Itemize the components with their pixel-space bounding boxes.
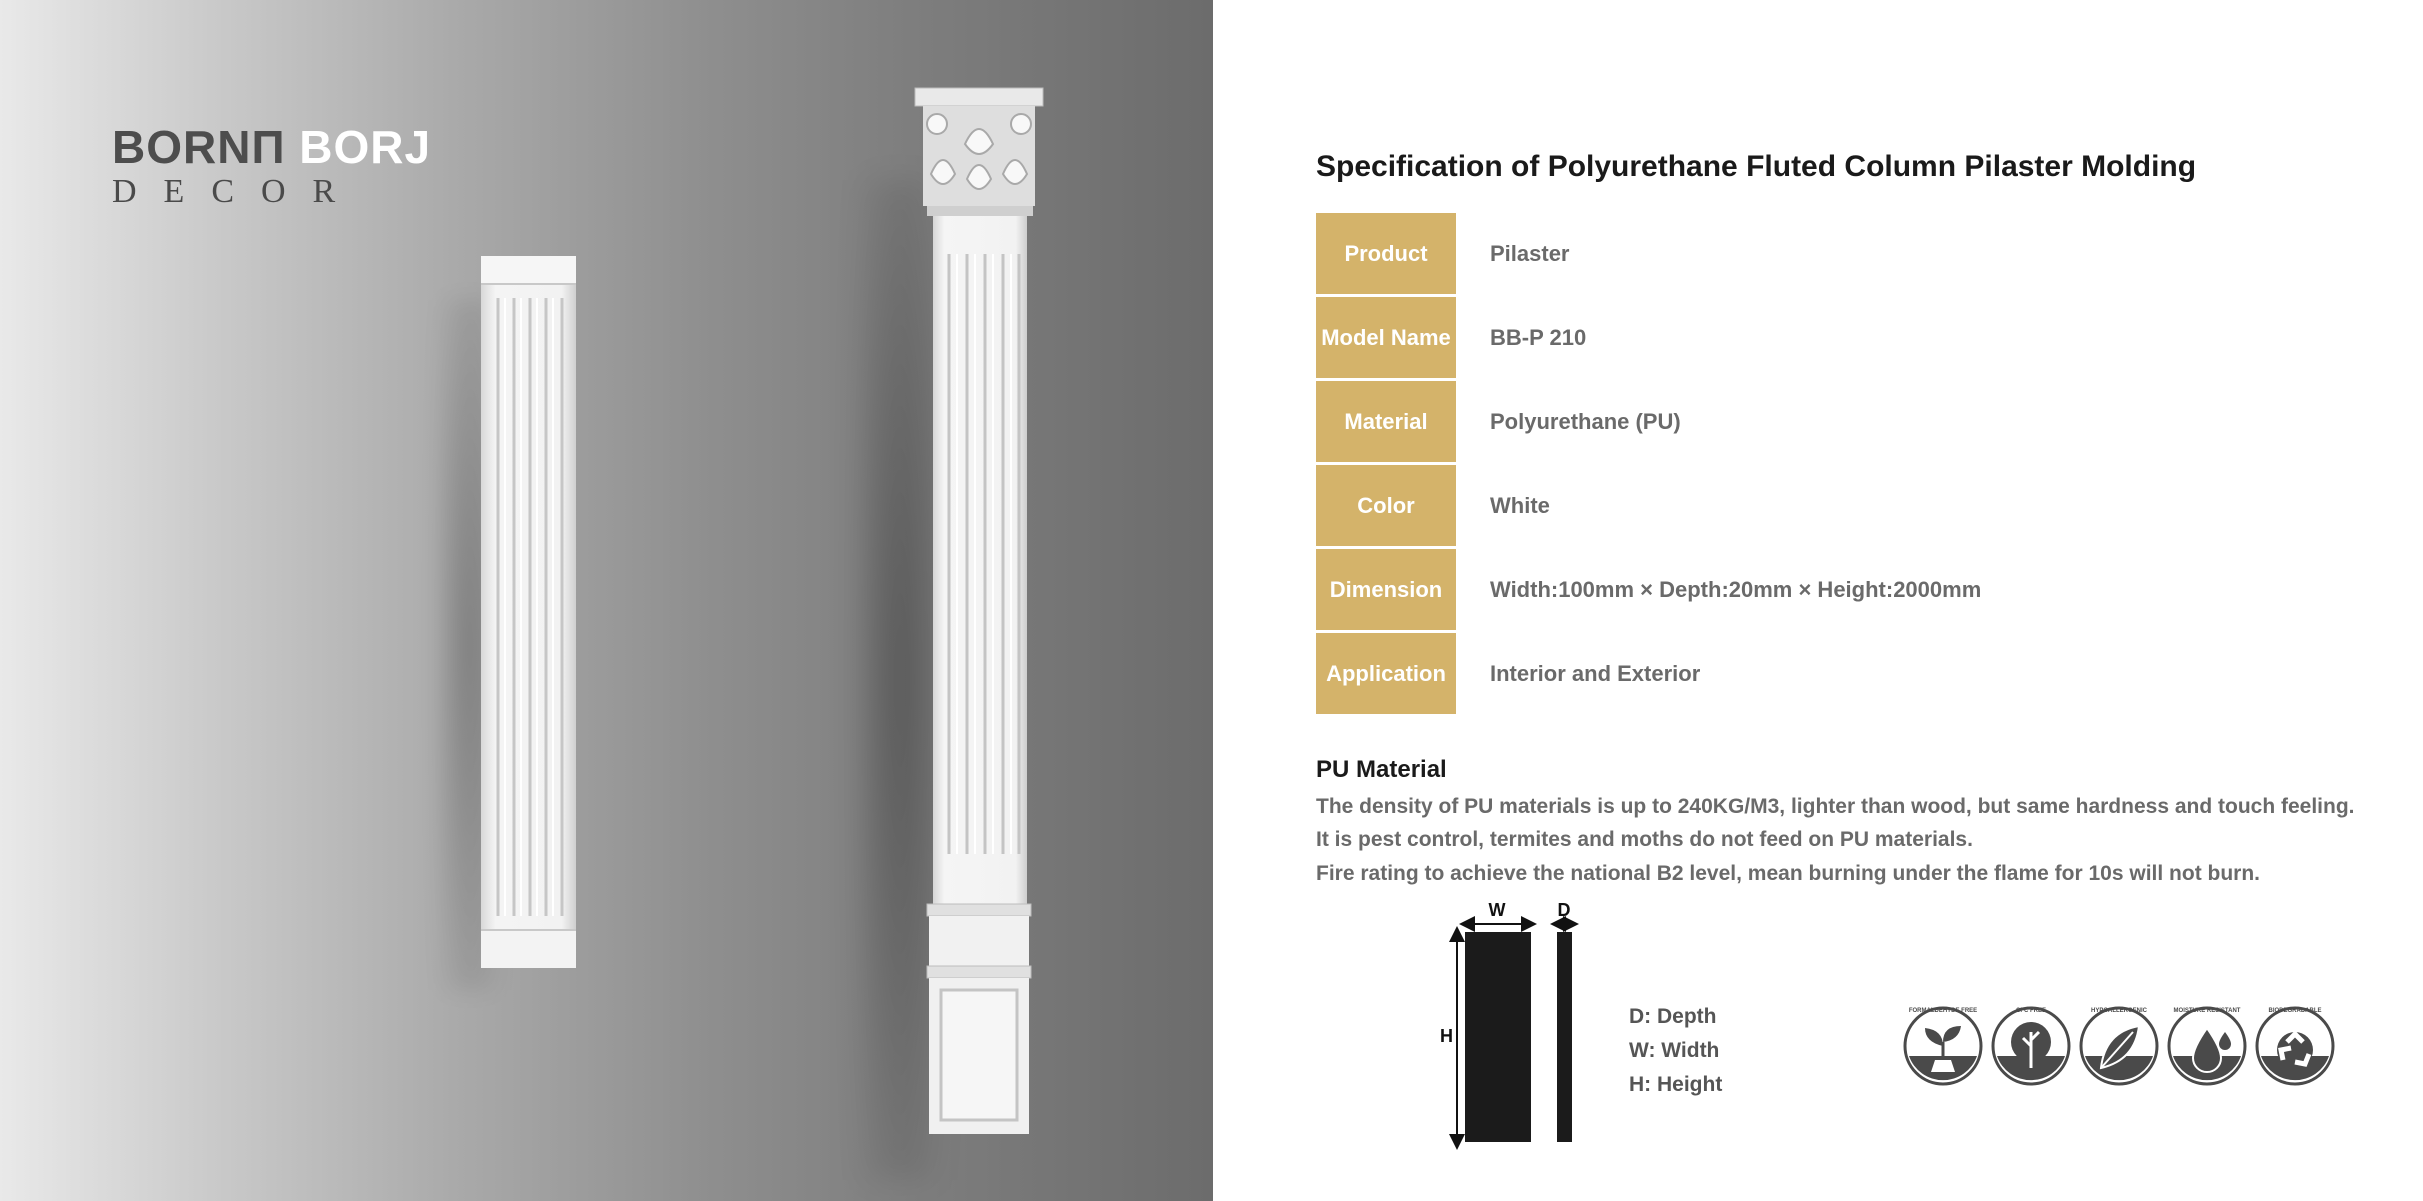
spec-row-model-name [1316,296,1981,380]
spec-label: Product [1316,213,1458,296]
spec-label: Model Name [1316,296,1458,380]
dimension-diagram [1440,898,1600,1150]
width-label: W [1488,900,1506,920]
short-pilaster-image [481,256,576,968]
spec-value: Interior and Exterior [1490,660,1701,686]
pu-material-line-3: Fire rating to achieve the national B2 level, mean burning under the flame for 10s will not burn. [1316,862,2261,885]
brand-name-part1: BORNП [112,121,286,173]
brand-logo [112,121,432,212]
badge-label-0: FORMALDEHYDE FREE [1908,1008,1978,1014]
legend-depth: D: Depth [1629,1005,1717,1028]
spec-row-color [1316,464,1981,548]
pu-material-line-2: It is pest control, termites and moths do not feed on PU materials. [1316,828,1973,851]
tall-pilaster-image [905,84,1051,1138]
recycle-icon [2277,1032,2313,1068]
spec-row-application [1316,632,1981,716]
legend-width: W: Width [1629,1039,1720,1062]
spec-value: BB-P 210 [1490,324,1587,350]
spec-label: Application [1316,632,1458,716]
badge-label-1: CFC FREE [2016,1008,2046,1014]
spec-label: Material [1316,380,1458,464]
side-view-shape [1557,932,1572,1142]
moisture-resistant-badge [2165,1002,2249,1086]
height-label: H [1440,1026,1453,1046]
brand-name-part2: BORJ [299,121,432,173]
spec-title: Specification of Polyurethane Fluted Column Pilaster Molding [1316,150,2197,183]
spec-label: Color [1316,464,1458,548]
spec-value: Pilaster [1490,241,1570,267]
certification-badges [1901,1002,2341,1102]
spec-value: White [1490,492,1550,518]
badge-label-3: MOISTURE RESISTANT [2173,1008,2241,1014]
brand-subtitle: DECOR [112,173,363,210]
legend-height: H: Height [1629,1073,1723,1096]
cfc-free-badge [1989,1002,2073,1086]
formaldehyde-free-badge [1901,1002,1985,1086]
pu-material-line-1: The density of PU materials is up to 240KG/M3, lighter than wood, but same hardness and touch feeling. [1316,795,2355,818]
spec-label: Dimension [1316,548,1458,632]
biodegradable-badge [2253,1002,2337,1086]
pu-material-heading: PU Material [1316,756,1447,783]
dimension-legend [1629,1000,1722,1102]
panel-divider [1213,0,1215,1201]
spec-value: Polyurethane (PU) [1490,408,1681,434]
badge-label-4: BIODEGRADABLE [2268,1008,2322,1014]
hypoallergenic-badge [2077,1002,2161,1086]
spec-row-material [1316,380,1981,464]
front-view-shape [1465,932,1531,1142]
spec-row-product [1316,213,1981,296]
spec-value: Width:100mm × Depth:20mm × Height:2000mm [1490,576,1982,602]
badge-label-2: HYPOALLERGENIC [2090,1008,2148,1014]
depth-label: D [1557,900,1571,920]
spec-row-dimension [1316,548,1981,632]
spec-table [1316,213,1981,717]
